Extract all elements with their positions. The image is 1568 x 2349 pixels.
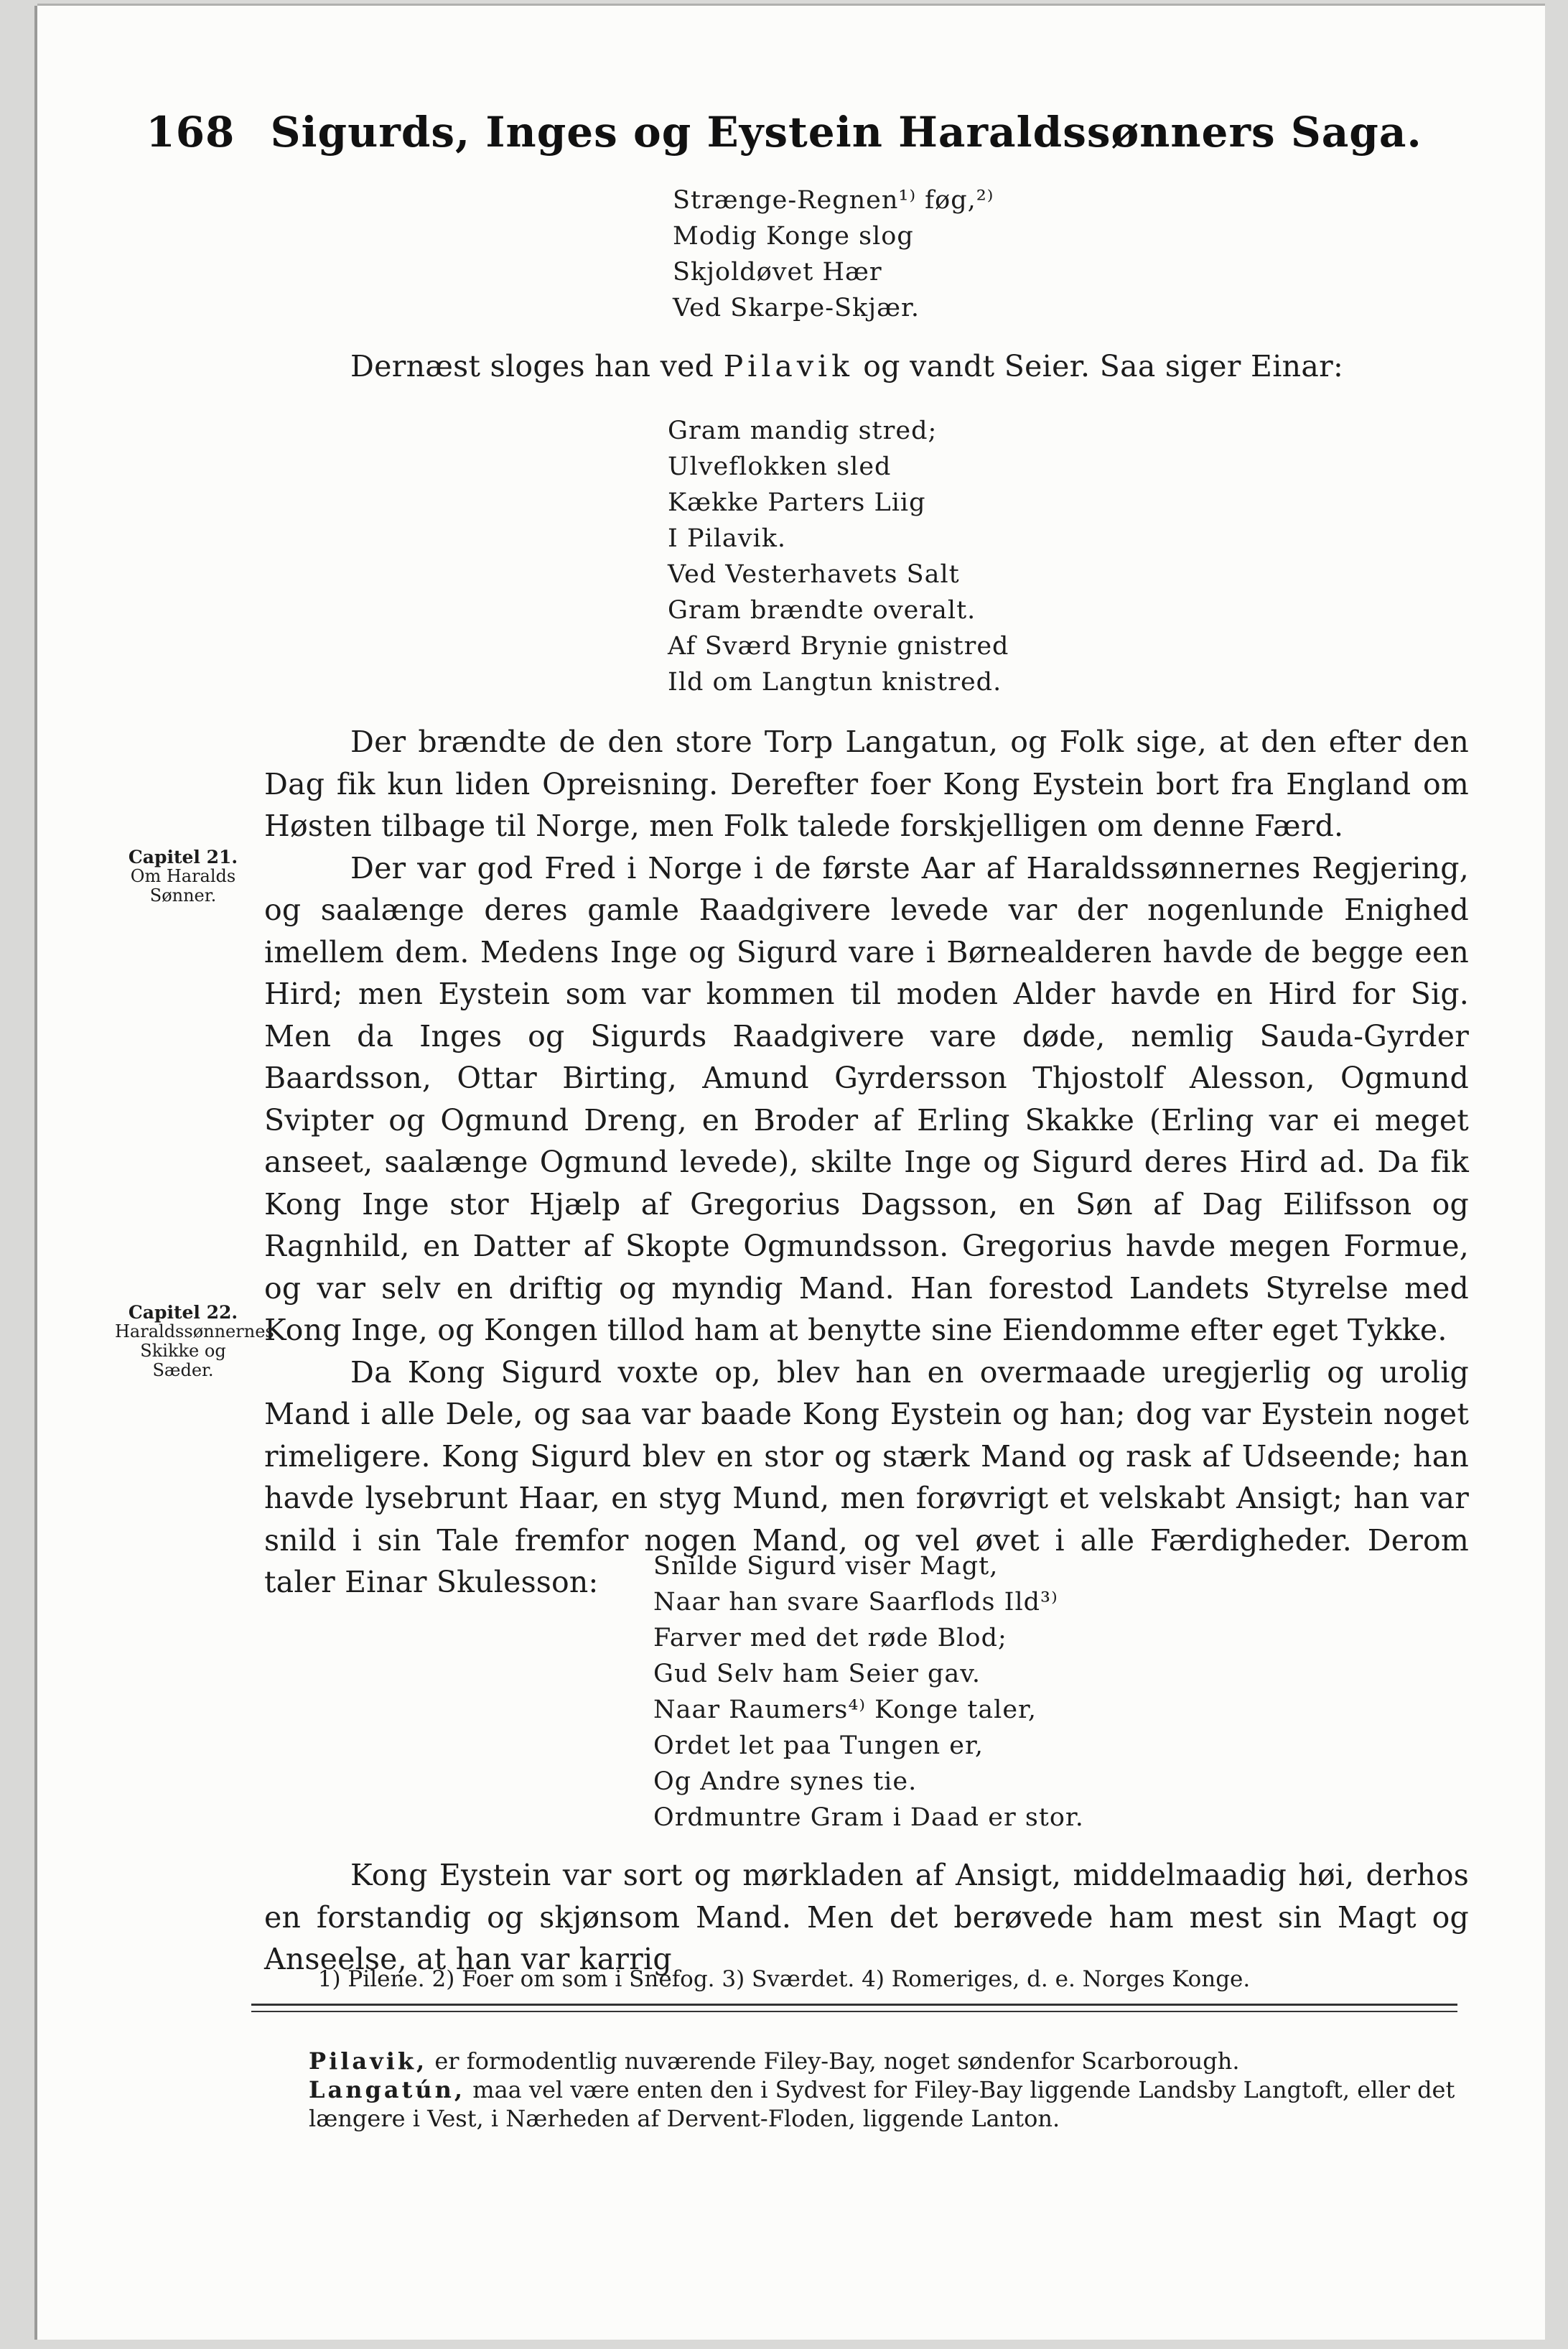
paragraph: Da Kong Sigurd voxte op, blev han en overmaade uregjerlig og urolig Mand i alle Dele, og saa var baade Kong Eystein og han; dog var Eystein noget rimeligere. Kong Sigurd blev en stor og stærk Mand og rask af Udseende; han havde lysebrunt Haar, en styg Mund, men forøvrigt et velskabt Ansigt; han var snild i sin Tale fremfor nogen Mand, og vel øvet i alle Færdigheder. Derom taler Einar Skulesson:: [264, 1354, 1469, 1599]
endnotes: [251, 2047, 1457, 2133]
verse-2-intro: [350, 349, 1343, 383]
margin-text: Haraldssønnernes Skikke og Sæder.: [115, 1321, 274, 1380]
prose-block-2: [264, 1854, 1469, 1981]
margin-capitel: Capitel 21.: [128, 847, 238, 867]
paragraph: Der brændte de den store Torp Langatun, og Folk sige, at den efter den Dag fik kun liden Opreisning. Derefter foer Kong Eystein bort fra England om Høsten tilbage til Norge, men Folk talede forskjelligen om denne Færd.: [264, 725, 1469, 843]
margin-capitel: Capitel 22.: [128, 1302, 238, 1323]
endnote: [251, 2047, 1457, 2075]
footnotes: 1) Pilene. 2) Foer om som i Snefog. 3) Sværdet. 4) Romeriges, d. e. Norges Konge.: [317, 1966, 1251, 1992]
verse-line: Ordet let paa Tungen er,: [653, 1731, 984, 1760]
endnote-term: Pilavik,: [309, 2047, 428, 2075]
verse-line: Modig Konge slog: [673, 222, 914, 251]
place-name: Pilavik: [723, 349, 854, 383]
intro-text: Dernæst sloges han ved: [350, 349, 714, 383]
paragraph: Kong Eystein var sort og mørkladen af Ansigt, middelmaadig høi, derhos en forstandig og skjønsom Mand. Men det berøvede ham mest sin Magt og Anseelse, at han var karrig: [264, 1858, 1469, 1976]
verse-line: Af Sværd Brynie gnistred: [668, 632, 1009, 661]
verse-line: Farver med det røde Blod;: [653, 1624, 1007, 1652]
verse-line: Skjoldøvet Hær: [673, 258, 882, 287]
verse-line: Ved Vesterhavets Salt: [668, 560, 960, 589]
verse-line: Kække Parters Liig: [668, 488, 926, 517]
paragraph: Der var god Fred i Norge i de første Aar af Haraldssønnernes Regjering, og saalænge deres gamle Raadgivere levede var der nogenlunde Enighed imellem dem. Medens Inge og Sigurd vare i Børnealderen havde de begge een Hird; men Eystein som var kommen til moden Alder havde en Hird for Sig. Men da Inges og Sigurds Raadgivere vare døde, nemlig Sauda-Gyrder Baardsson, Ottar Birting, Amund Gyrdersson Thjostolf Alesson, Ogmund Svipter og Ogmund Dreng, en Broder af Erling Skakke (Erling var ei meget anseet, saalænge Ogmund levede), skilte Inge og Sigurd deres Hird ad. Da fik Kong Inge stor Hjælp af Gregorius Dagsson, en Søn af Dag Eilifsson og Ragnhild, en Datter af Skopte Ogmundsson. Gregorius havde megen Formue, og var selv en driftig og myndig Mand. Han forestod Landets Styrelse med Kong Inge, og Kongen tillod ham at benytte sine Eiendomme efter eget Tykke.: [264, 850, 1469, 1347]
page-number: 168: [146, 108, 235, 157]
prose-block-1: [264, 721, 1469, 1604]
verse-line: Ordmuntre Gram i Daad er stor.: [653, 1803, 1084, 1832]
verse-line: Naar Raumers⁴⁾ Konge taler,: [653, 1696, 1037, 1724]
divider-rule: [251, 2004, 1457, 2006]
verse-1: [673, 182, 994, 326]
verse-2: [668, 413, 1009, 700]
verse-line: Gram brændte overalt.: [668, 596, 976, 625]
endnote: [251, 2075, 1457, 2133]
verse-3: [653, 1548, 1084, 1836]
page-header: [0, 108, 1568, 157]
running-title: Sigurds, Inges og Eystein Haraldssønners Saga.: [270, 108, 1422, 157]
margin-text: Om Haralds Sønner.: [130, 866, 236, 906]
verse-line: Naar han svare Saarflods Ild³⁾: [653, 1588, 1058, 1617]
endnote-text: maa vel være enten den i Sydvest for Filey-Bay liggende Landsby Langtoft, eller det længere i Vest, i Nærheden af Dervent-Floden, liggende Lanton.: [309, 2076, 1455, 2132]
verse-line: Og Andre synes tie.: [653, 1767, 918, 1796]
margin-note-capitel-21: [115, 847, 251, 906]
verse-line: I Pilavik.: [668, 524, 787, 553]
verse-line: Ved Skarpe-Skjær.: [673, 294, 920, 322]
verse-line: Snilde Sigurd viser Magt,: [653, 1552, 999, 1581]
divider-rule: [251, 2011, 1457, 2012]
verse-line: Gud Selv ham Seier gav.: [653, 1660, 981, 1688]
endnote-text: er formodentlig nuværende Filey-Bay, noget søndenfor Scarborough.: [434, 2047, 1240, 2075]
verse-line: Strænge-Regnen¹⁾ føg,²⁾: [673, 186, 994, 215]
margin-note-capitel-22: [115, 1302, 274, 1380]
verse-line: Ild om Langtun knistred.: [668, 668, 1002, 697]
intro-text: og vandt Seier. Saa siger Einar:: [863, 349, 1344, 383]
verse-line: Ulveflokken sled: [668, 452, 892, 481]
verse-line: Gram mandig stred;: [668, 417, 938, 445]
endnote-term: Langatún,: [309, 2076, 466, 2103]
